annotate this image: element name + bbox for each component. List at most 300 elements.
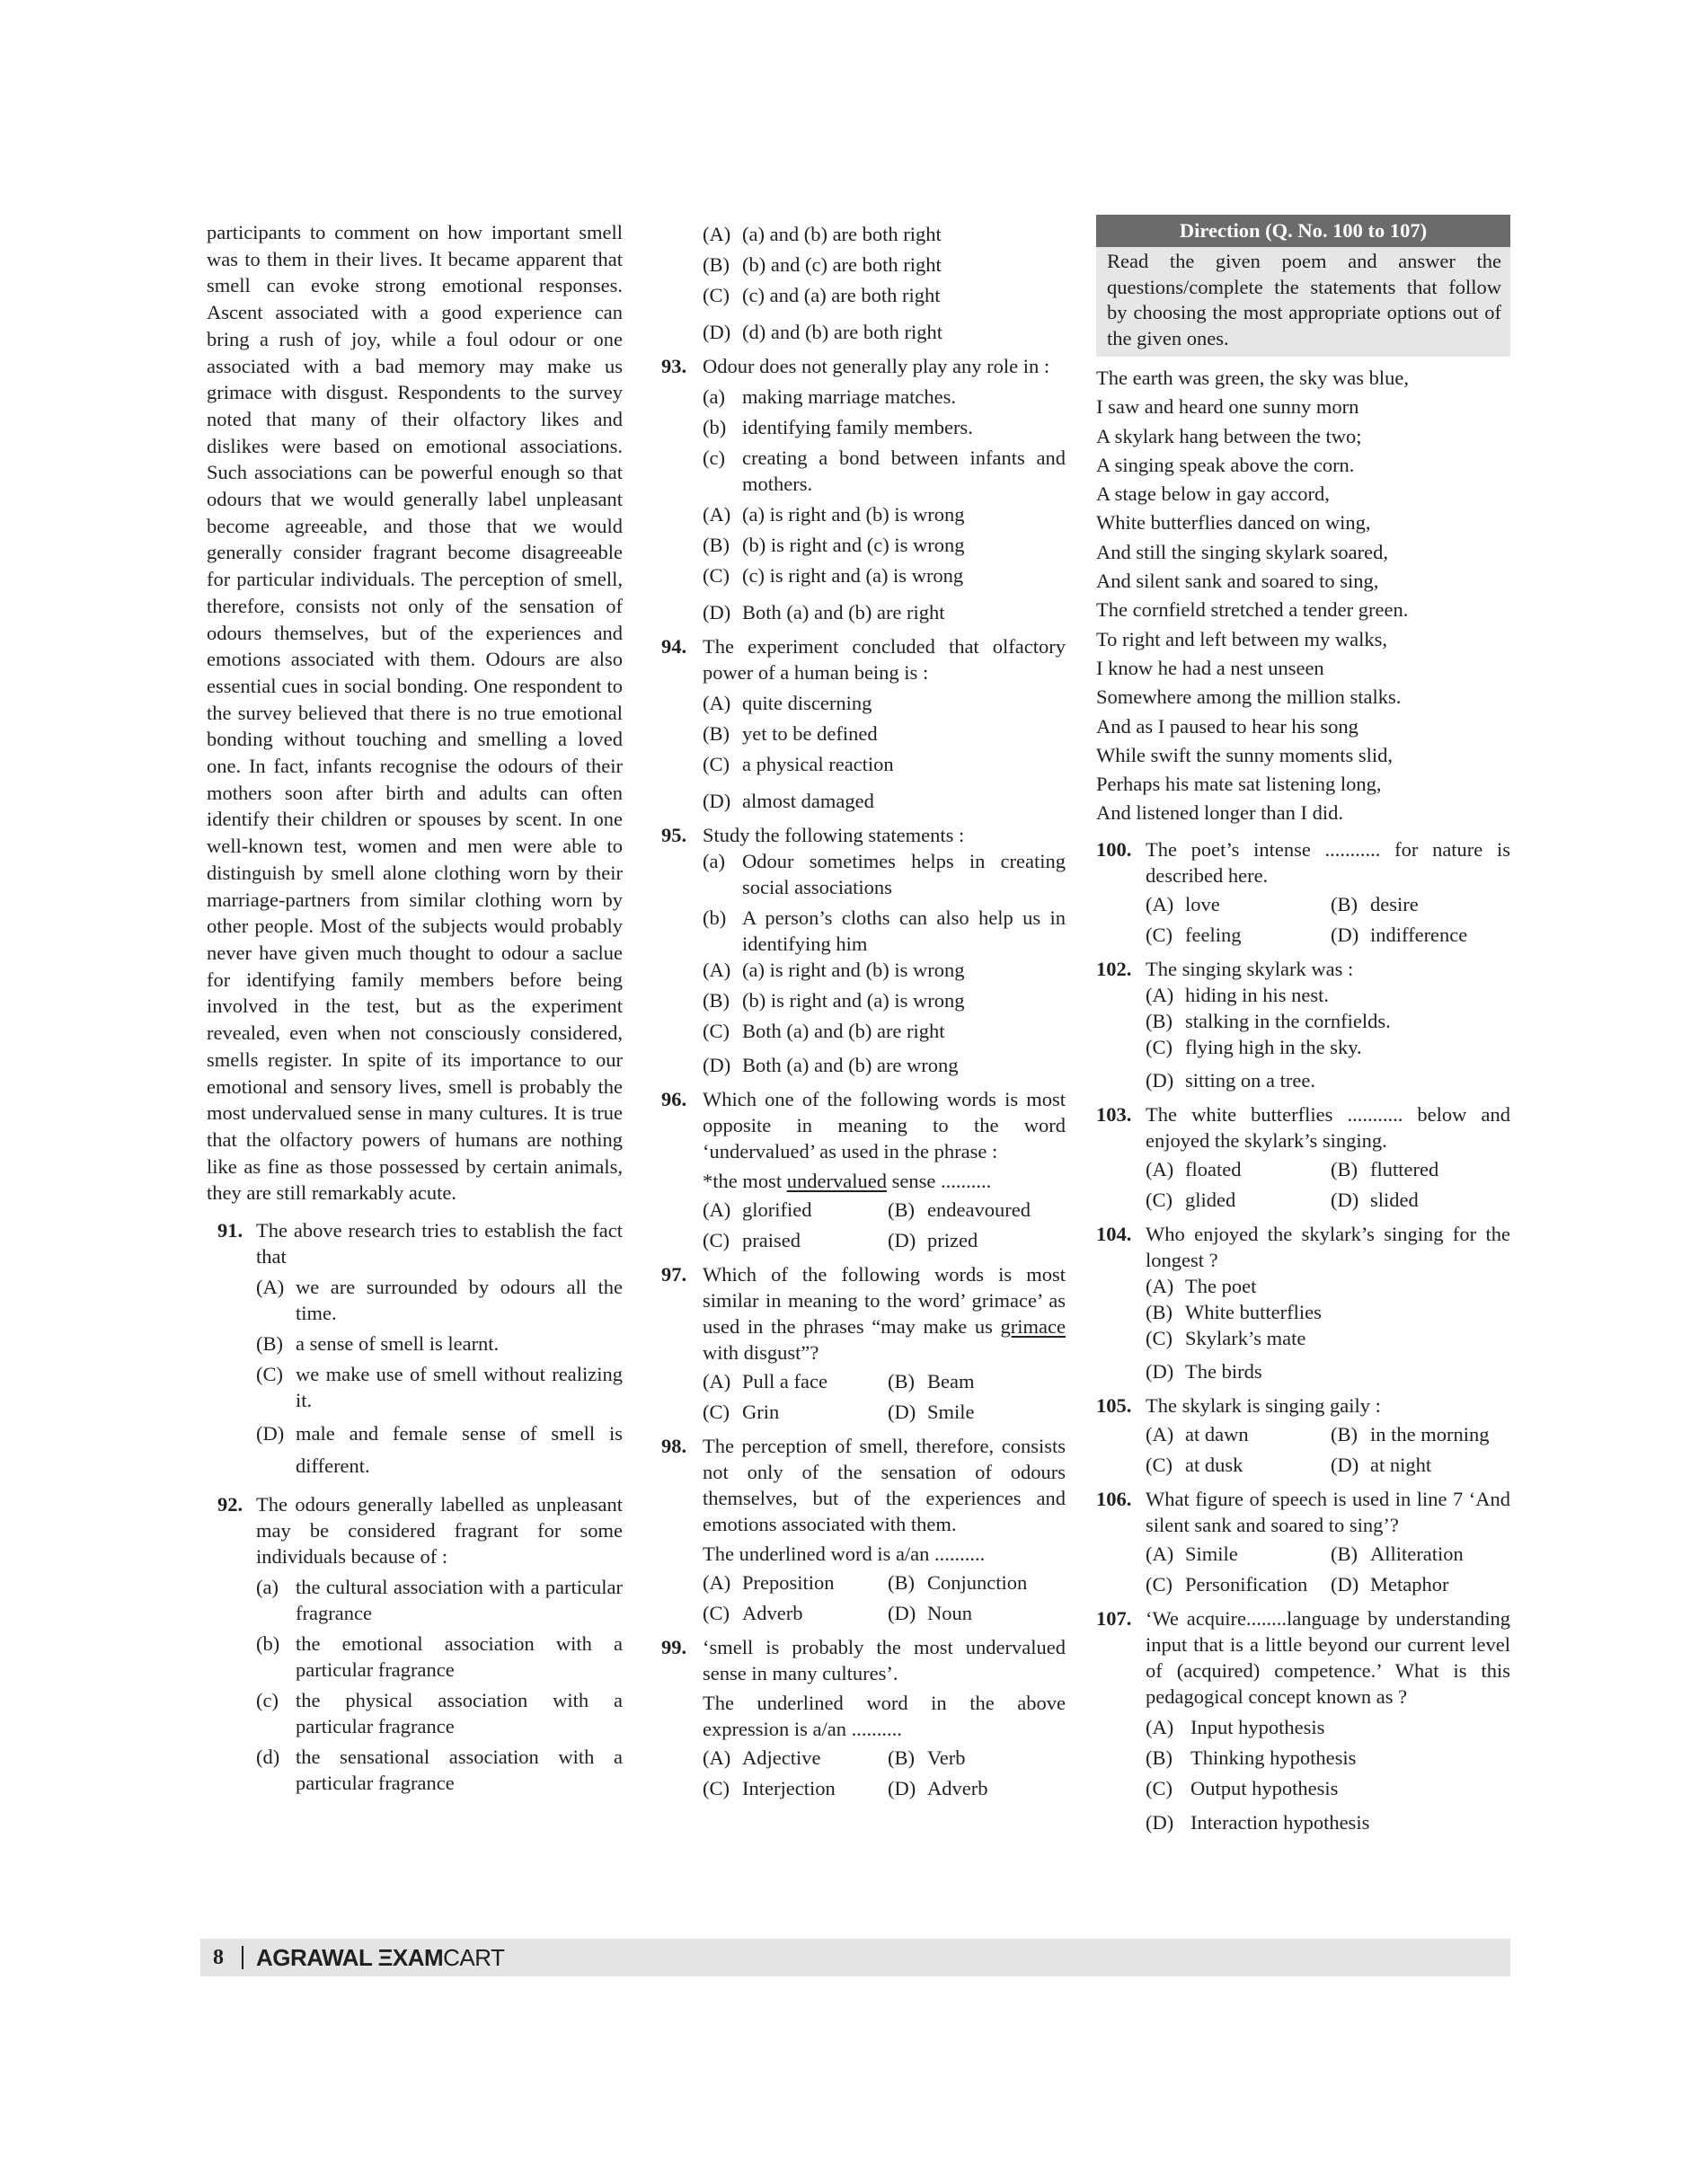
option-label: (A) [703,692,731,714]
poem-line: I saw and heard one sunny morn [1096,395,1359,419]
option-text: Beam [927,1370,975,1392]
statement-text: A person’s cloths can also help us in identifying him [742,906,1066,955]
statement-label: (a) [703,385,725,408]
option-b[interactable] [1331,891,1510,917]
poem-line: A skylark hang between the two; [1096,424,1362,447]
option-b[interactable] [1331,1541,1510,1567]
statement-text: the sensational association with a particular fragrance [296,1746,623,1795]
statement-text: making marriage matches. [742,385,957,408]
option-text: love [1185,892,1220,915]
option-text: Verb [927,1746,966,1769]
option-text: floated [1185,1157,1242,1180]
option-b[interactable] [703,252,1066,278]
option-d[interactable] [1331,1571,1510,1597]
option-label: (D) [1331,1572,1359,1596]
question-stem: The poet’s intense ........... for nature is described here. [1146,837,1510,887]
question-number: 91. [217,1219,243,1242]
option-text: Alliteration [1370,1542,1464,1565]
direction-text: Read the given poem and answer the questions/complete the statements that follow by choosing the most appropriate options out of the given ones. [1107,250,1501,349]
option-label: (A) [1146,983,1174,1006]
option-label: (B) [1146,1300,1173,1323]
option-text: feeling [1185,923,1242,946]
option-text: glided [1185,1188,1236,1211]
option-text: Simile [1185,1542,1238,1565]
question-91 [207,1217,623,1482]
option-text: at dawn [1185,1422,1249,1445]
poem [1096,364,1510,828]
option-label: (C) [1146,1326,1173,1349]
option-c[interactable] [703,1227,888,1253]
option-text: praised [742,1229,801,1251]
option-d[interactable] [256,1418,623,1482]
statement-label: (c) [703,446,725,469]
question-number: 93. [661,355,687,377]
option-text: The birds [1185,1359,1262,1383]
option-d[interactable] [888,1600,1066,1626]
phrase-pre: *the most [703,1170,787,1192]
question-number: 95. [661,824,687,846]
option-d[interactable] [1331,922,1510,948]
phrase-post: sense .......... [886,1170,992,1192]
option-text: Noun [927,1602,972,1624]
option-b[interactable] [888,1197,1066,1223]
question-number: 99. [661,1636,687,1658]
option-text: flying high in the sky. [1185,1035,1362,1058]
option-label: (A) [703,1746,731,1769]
statement-text: creating a bond between infants and mothers. [742,446,1066,495]
option-label: (C) [1146,1453,1173,1476]
option-label: (B) [1146,1009,1173,1032]
option-b[interactable] [888,1569,1066,1596]
question-stem: Study the following statements : [703,824,965,846]
statement-a [703,848,1066,900]
option-label: (C) [1146,923,1173,946]
option-label: (C) [703,1602,730,1624]
option-d[interactable] [1146,1067,1510,1093]
options-grid [1146,1538,1510,1597]
option-label: (C) [703,753,730,775]
statement-label: (a) [703,850,725,872]
question-number: 98. [661,1435,687,1457]
poem-line: A singing speak above the corn. [1096,453,1355,476]
option-label: (A) [703,1571,731,1594]
option-text: (b) is right and (a) is wrong [742,989,965,1012]
question-98 [661,1433,1066,1626]
question-94 [661,633,1066,814]
option-label: (B) [703,534,730,556]
question-97 [661,1261,1066,1425]
option-text: Conjunction [927,1571,1028,1594]
reading-passage: participants to comment on how important smell was to them in their lives. It became apparent that smell can evoke strong emotional responses. Ascent associated with a good experience can bring a rush of joy, while a foul odour or one associated with a bad memory may make us grimace with disgust. Respondents to the survey noted that many of their olfactory likes and dislikes were based on emotional associations. Such associations can be powerful enough so that odours that we would generally label unpleasant become agreeable, and those that we would generally consider fragrant become disagreeable for particular individuals. The perception of smell, therefore, consists not only of the sensation of odours themselves, but of the experiences and emotions associated with them. Odours are also essential cues in social bonding. One respondent to the survey believed that there is no true emotional bonding without touching and smelling a loved one. In fact, infants recognise the odours of their mothers soon after birth and adults can often identify their children or spouses by scent. In one well-known test, women and men were able to distinguish by smell alone clothing worn by their marriage-partners from similar clothing worn by other people. Most of the subjects would probably never have given much thought to odour a saclue for identifying family members before being involved in the test, but as the experiment revealed, even when not consciously considered, smells register. In spite of its importance to our emotional and sensory lives, smell is probably the most undervalued sense in many cultures. It is true that the olfactory powers of humans are nothing like as fine as those possessed by certain animals, they are still remarkably acute. [207,221,623,1205]
option-d[interactable] [1146,1358,1510,1384]
poem-line: To right and left between my walks, [1096,627,1387,650]
question-102 [1096,956,1510,1093]
question-number: 107. [1096,1606,1132,1630]
stem-pre: Which of the following words is most similar in meaning to the word’ grimace’ as used in the phrases “may make us [703,1263,1066,1338]
option-text: glorified [742,1198,812,1221]
option-text: slided [1370,1188,1419,1211]
option-a[interactable] [1146,1156,1331,1182]
question-stem: ‘smell is probably the most undervalued sense in many cultures’. [703,1636,1066,1684]
option-d[interactable] [703,319,1066,345]
option-text: we make use of smell without realizing it. [296,1363,623,1412]
question-100 [1096,836,1510,948]
question-stem: The white butterflies ........... below and enjoyed the skylark’s singing. [1146,1102,1510,1152]
option-text: hiding in his nest. [1185,983,1330,1006]
option-label: (C) [703,284,730,306]
option-text: The poet [1185,1274,1257,1297]
option-c[interactable] [1146,1034,1510,1060]
option-c[interactable] [1146,1775,1510,1801]
option-label: (B) [256,1332,283,1356]
question-number: 106. [1096,1487,1132,1510]
option-b[interactable] [703,987,1066,1013]
statement-c [256,1687,623,1739]
option-text: (d) and (b) are both right [742,321,943,343]
question-stem: The skylark is singing gaily : [1146,1393,1381,1417]
option-label: (D) [256,1422,285,1445]
option-label: (C) [1146,1188,1173,1211]
option-c[interactable] [703,562,1066,588]
statement-text: identifying family members. [742,416,973,438]
left-column [207,219,623,1796]
option-c[interactable] [703,1399,888,1425]
option-text: endeavoured [927,1198,1031,1221]
option-label: (D) [1146,1810,1174,1834]
question-stem: ‘We acquire........language by understanding input that is a little beyond our current level of (acquired) competence.’ What is this pedagogical concept known as ? [1146,1606,1510,1708]
option-b[interactable] [888,1368,1066,1394]
option-label: (A) [1146,892,1174,915]
question-number: 102. [1096,957,1132,980]
option-d[interactable] [1146,1809,1510,1835]
option-c[interactable] [703,282,1066,308]
question-number: 100. [1096,837,1132,861]
option-text: Personification [1185,1572,1308,1596]
option-label: (B) [703,989,730,1012]
option-d[interactable] [888,1775,1066,1801]
options-grid [703,1742,1066,1801]
option-a[interactable] [703,501,1066,527]
option-label: (A) [703,503,731,526]
option-text: Pull a face [742,1370,827,1392]
statement-text: the cultural association with a particular fragrance [296,1576,623,1625]
poem-line: Somewhere among the million stalks. [1096,685,1402,709]
options-grid [703,1194,1066,1253]
statement-a [256,1574,623,1626]
option-a[interactable] [703,957,1066,983]
option-label: (A) [1146,1542,1174,1565]
option-text: Both (a) and (b) are wrong [742,1054,959,1076]
question-stem: The experiment concluded that olfactory power of a human being is : [703,635,1066,684]
option-text: (a) is right and (b) is wrong [742,503,965,526]
question-95 [661,822,1066,1078]
poem-line: A stage below in gay accord, [1096,482,1330,506]
option-c[interactable] [703,751,1066,777]
page-footer [200,1939,1510,1976]
option-b[interactable] [888,1745,1066,1771]
question-106 [1096,1486,1510,1597]
option-text: we are surrounded by odours all the time. [296,1276,623,1325]
option-text: Metaphor [1370,1572,1449,1596]
option-a[interactable] [703,1569,888,1596]
footer-separator [242,1946,243,1969]
question-105 [1096,1392,1510,1478]
middle-column [661,219,1066,1801]
logo-part-exam: ΞXAM [377,1943,444,1971]
question-96 [661,1086,1066,1253]
option-d[interactable] [1331,1187,1510,1213]
option-text: Preposition [742,1571,835,1594]
option-label: (D) [1146,1068,1174,1092]
question-note: The underlined word in the above expression is a/an .......... [703,1692,1066,1740]
option-text: Input hypothesis [1190,1715,1325,1738]
option-text: Grin [742,1401,780,1423]
option-a[interactable] [1146,1714,1510,1740]
option-label: (C) [1146,1035,1173,1058]
option-a[interactable] [703,1368,888,1394]
option-a[interactable] [703,1197,888,1223]
question-stem: The odours generally labelled as unpleasant may be considered fragrant for some individuals because of : [256,1493,623,1569]
poem-line: And listened longer than I did. [1096,801,1343,825]
statement-text: the physical association with a particular fragrance [296,1689,623,1738]
option-b[interactable] [703,720,1066,747]
option-text: Thinking hypothesis [1190,1746,1357,1769]
option-label: (C) [703,1229,730,1251]
logo-part-cart: CART [443,1943,505,1971]
option-text: Adverb [742,1602,803,1624]
option-label: (C) [703,1020,730,1042]
option-label: (C) [703,564,730,587]
question-stem: What figure of speech is used in line 7 ‘And silent sank and soared to sing’? [1146,1487,1510,1536]
option-label: (D) [888,1777,916,1799]
option-c[interactable] [256,1361,623,1413]
option-a[interactable] [1146,1273,1510,1299]
statement-text: the emotional association with a particular fragrance [296,1632,623,1682]
option-b[interactable] [1146,1299,1510,1325]
question-104 [1096,1221,1510,1384]
question-phrase [703,1168,1066,1194]
option-label: (D) [1146,1359,1174,1383]
options-grid [703,1567,1066,1626]
options-grid [1146,1154,1510,1213]
statement-text: Odour sometimes helps in creating social associations [742,850,1066,898]
option-label: (D) [1331,1453,1359,1476]
question-stem: The singing skylark was : [1146,957,1354,980]
statement-label: (b) [703,906,727,929]
option-label: (A) [256,1276,285,1299]
question-number: 104. [1096,1222,1132,1245]
option-label: (A) [703,959,731,981]
option-text: Adjective [742,1746,821,1769]
option-a[interactable] [256,1274,623,1326]
statement-label: (c) [256,1689,279,1712]
option-b[interactable] [1331,1421,1510,1447]
stem-post: with disgust”? [703,1341,819,1364]
option-text: quite discerning [742,692,872,714]
poem-line: The cornfield stretched a tender green. [1096,598,1409,622]
option-label: (B) [1331,1542,1358,1565]
question-stem: The above research tries to establish the fact that [256,1219,623,1269]
direction-title: Direction (Q. No. 100 to 107) [1096,215,1510,247]
poem-line: While swift the sunny moments slid, [1096,743,1393,766]
logo-part-agrawal: AGRAWAL [256,1943,378,1971]
option-label: (D) [703,790,731,812]
option-text: Both (a) and (b) are right [742,1020,945,1042]
option-label: (B) [888,1571,915,1594]
question-stem: The perception of smell, therefore, consists not only of the sensation of odours themselves, but of the experiences and emotions associated with them. [703,1435,1066,1535]
option-c[interactable] [1146,1325,1510,1351]
poem-line: And still the singing skylark soared, [1096,540,1388,563]
option-c[interactable] [1146,922,1331,948]
option-label: (D) [703,321,731,343]
option-text: stalking in the cornfields. [1185,1009,1391,1032]
statement-c [703,445,1066,497]
question-stem [703,1261,1066,1366]
option-label: (A) [1146,1157,1174,1180]
option-text: (c) is right and (a) is wrong [742,564,964,587]
option-text: a sense of smell is learnt. [296,1332,500,1356]
option-d[interactable] [703,599,1066,625]
option-d[interactable] [888,1227,1066,1253]
option-c[interactable] [703,1600,888,1626]
option-d[interactable] [703,1052,1066,1078]
option-b[interactable] [703,532,1066,558]
option-b[interactable] [1146,1008,1510,1034]
question-stem: Odour does not generally play any role in : [703,355,1050,377]
option-label: (B) [1331,892,1358,915]
option-label: (A) [1146,1422,1174,1445]
option-c[interactable] [1146,1571,1331,1597]
options-grid [1146,888,1510,948]
option-b[interactable] [1146,1745,1510,1771]
option-text: (a) and (b) are both right [742,223,942,245]
option-a[interactable] [1146,1541,1331,1567]
question-number: 96. [661,1088,687,1110]
option-a[interactable] [1146,891,1331,917]
option-text: fluttered [1370,1157,1439,1180]
option-text: Both (a) and (b) are right [742,601,945,623]
option-label: (B) [1331,1422,1358,1445]
option-label: (B) [1331,1157,1358,1180]
option-a[interactable] [703,690,1066,716]
option-text: (b) is right and (c) is wrong [742,534,965,556]
option-c[interactable] [1146,1187,1331,1213]
question-number: 97. [661,1263,687,1286]
option-label: (C) [256,1363,283,1386]
option-a[interactable] [1146,1421,1331,1447]
option-a[interactable] [1146,982,1510,1008]
option-label: (D) [888,1229,916,1251]
statement-label: (d) [256,1746,280,1769]
statement-b [256,1631,623,1683]
option-text: (b) and (c) are both right [742,253,942,276]
question-103 [1096,1101,1510,1213]
underlined-word: undervalued [786,1170,887,1192]
option-label: (D) [703,1054,731,1076]
option-label: (B) [703,722,730,745]
question-93 [661,353,1066,625]
question-stem: Which one of the following words is most opposite in meaning to the word ‘undervalued’ as used in the phrase : [703,1088,1066,1162]
option-label: (A) [1146,1715,1174,1738]
statement-b [703,414,1066,440]
option-text: yet to be defined [742,722,878,745]
option-b[interactable] [1331,1156,1510,1182]
option-c[interactable] [703,1775,888,1801]
option-b[interactable] [256,1330,623,1357]
option-text: Interjection [742,1777,836,1799]
option-text: at dusk [1185,1453,1243,1476]
poem-line: I know he had a nest unseen [1096,656,1324,679]
question-92 [207,1491,623,1796]
option-label: (B) [888,1370,915,1392]
publisher-logo [256,1944,504,1972]
option-label: (B) [888,1198,915,1221]
option-text: desire [1370,892,1419,915]
option-label: (C) [1146,1572,1173,1596]
option-text: prized [927,1229,978,1251]
option-text: (c) and (a) are both right [742,284,941,306]
question-number: 92. [217,1493,243,1516]
page-number: 8 [213,1945,224,1969]
option-c[interactable] [1146,1452,1331,1478]
option-label: (D) [888,1602,916,1624]
option-text: almost damaged [742,790,874,812]
option-a[interactable] [703,221,1066,247]
underlined-word: grimace [1000,1315,1066,1338]
statement-label: (b) [256,1632,280,1656]
option-text: indifference [1370,923,1468,946]
poem-line: White butterflies danced on wing, [1096,511,1371,535]
question-stem: Who enjoyed the skylark’s singing for the longest ? [1146,1222,1510,1271]
question-note: The underlined word is a/an .......... [703,1543,986,1565]
option-label: (A) [703,1198,731,1221]
option-text: Interaction hypothesis [1190,1810,1370,1834]
option-text: male and female sense of smell is different. [296,1422,623,1478]
option-text: Output hypothesis [1190,1776,1339,1799]
direction-box [1096,215,1510,357]
option-label: (B) [888,1746,915,1769]
option-label: (D) [1331,1188,1359,1211]
option-text: sitting on a tree. [1185,1068,1315,1092]
option-text: at night [1370,1453,1432,1476]
option-label: (D) [888,1401,916,1423]
statement-label: (b) [703,416,727,438]
option-text: Adverb [927,1777,988,1799]
option-d[interactable] [1331,1452,1510,1478]
option-c[interactable] [703,1018,1066,1044]
poem-line: And as I paused to hear his song [1096,714,1358,738]
question-number: 105. [1096,1393,1132,1417]
question-92-options [661,221,1066,345]
option-a[interactable] [703,1745,888,1771]
question-number: 94. [661,635,687,658]
option-label: (D) [1331,923,1359,946]
question-99 [661,1634,1066,1801]
statement-d [256,1744,623,1796]
option-d[interactable] [888,1399,1066,1425]
option-text: Smile [927,1401,975,1423]
option-d[interactable] [703,788,1066,814]
option-label: (A) [703,223,731,245]
option-label: (B) [703,253,730,276]
right-column [1096,215,1510,1835]
option-text: White butterflies [1185,1300,1322,1323]
question-number: 103. [1096,1102,1132,1126]
option-label: (C) [703,1777,730,1799]
option-label: (A) [703,1370,731,1392]
statement-label: (a) [256,1576,279,1599]
question-107 [1096,1605,1510,1835]
